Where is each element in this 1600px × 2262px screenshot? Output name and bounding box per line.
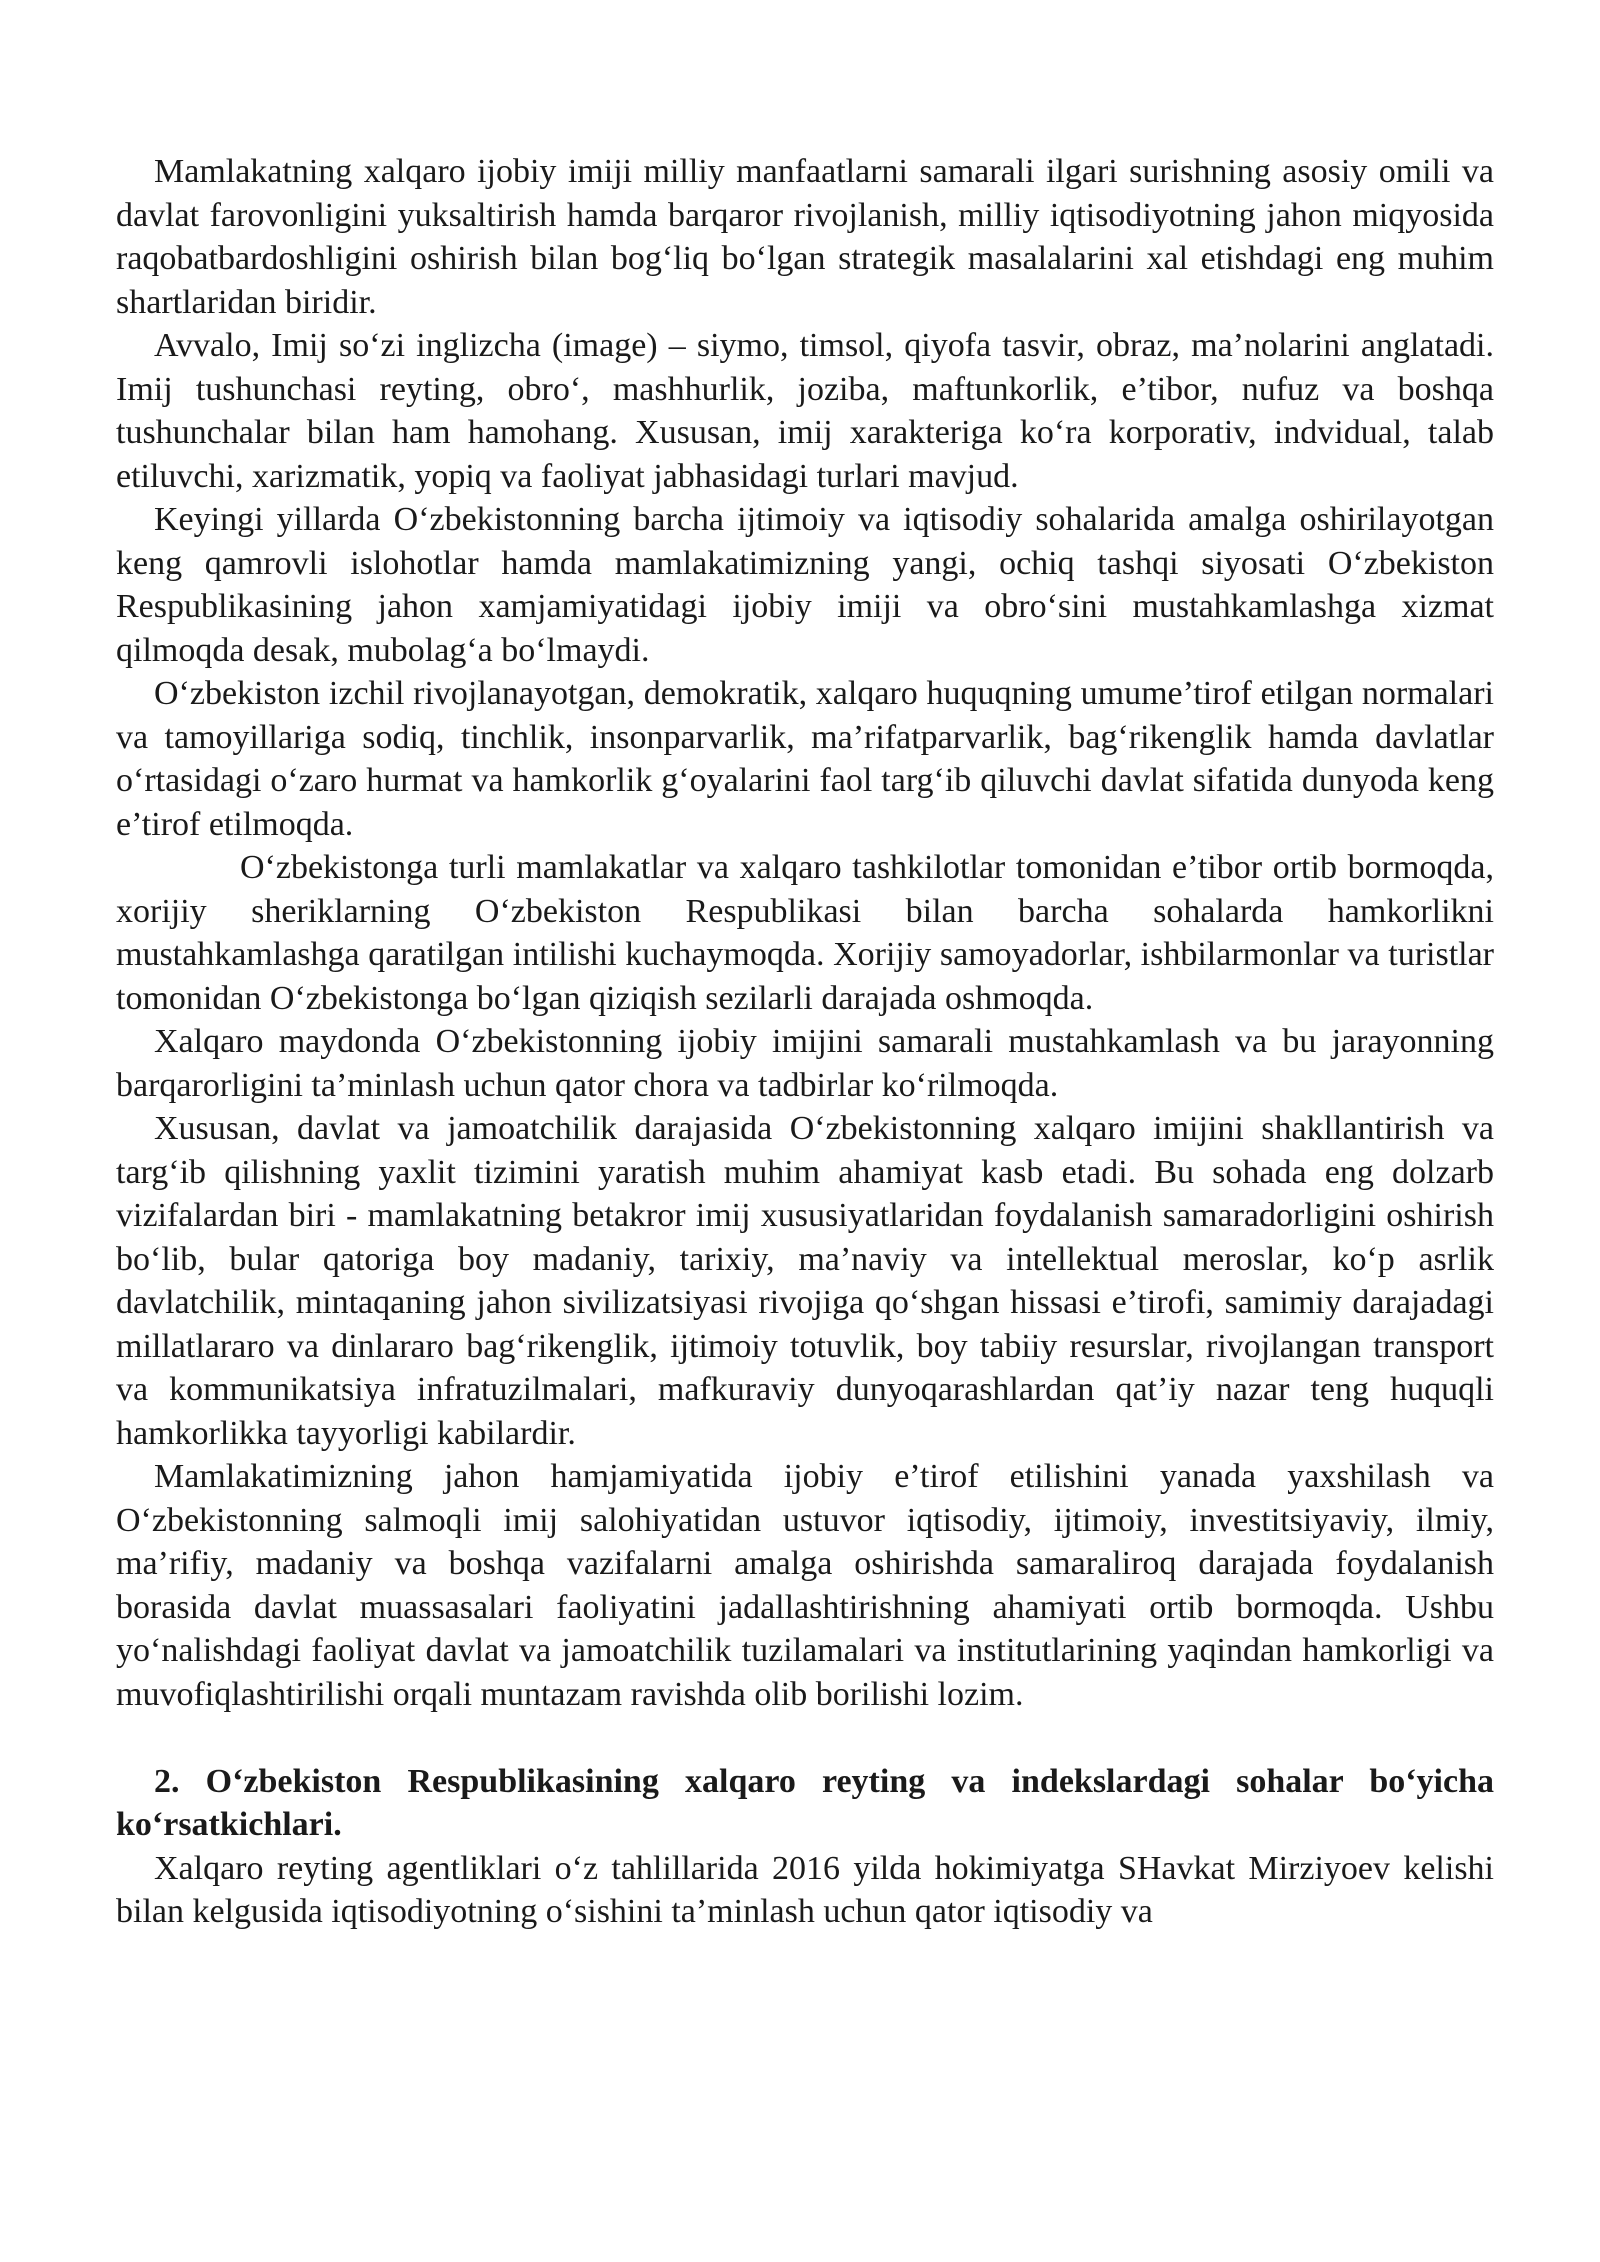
closing-paragraph: Xalqaro reyting agentliklari o‘z tahlillarida 2016 yilda hokimiyatga SHavkat Mirziyoev kelishi bilan kelgusida iqtisodiyotning o‘sishini ta’minlash uchun qator iqtisodiy va (116, 1849, 1494, 1930)
paragraph: O‘zbekiston izchil rivojlanayotgan, demokratik, xalqaro huquqning umume’tirof etilgan normalari va tamoyillariga sodiq, tinchlik, insonparvarlik, ma’rifatparvarlik, bag‘rikenglik hamda davlatlar o‘rtasidagi o‘zaro hurmat va hamkorlik g‘oyalarini faol targ‘ib qiluvchi davlat sifatida dunyoda keng e’tirof etilmoqda. (116, 675, 1494, 843)
paragraph: Avvalo, Imij so‘zi inglizcha (image) – siymo, timsol, qiyofa tasvir, obraz, ma’nolarini anglatadi. Imij tushunchasi reyting, obro‘, mashhurlik, joziba, maftunkorlik, e’tibor, nufuz va boshqa tushunchalar bilan ham hamohang. Xususan, imij xarakteriga ko‘ra korporativ, indvidual, talab etiluvchi, xarizmatik, yopiq va faoliyat jabhasidagi turlari mavjud. (116, 327, 1494, 495)
document-page (116, 150, 1494, 1934)
paragraph: O‘zbekistonga turli mamlakatlar va xalqaro tashkilotlar tomonidan e’tibor ortib bormoqda, xorijiy sheriklarning O‘zbekiston Respublikasi bilan barcha sohalarda hamkorlikni mustahkamlashga qaratilgan intilishi kuchaymoqda. Xorijiy samoyadorlar, ishbilarmonlar va turistlar tomonidan O‘zbekistonga bo‘lgan qiziqish sezilarli darajada oshmoqda. (116, 849, 1494, 1017)
paragraph: Xalqaro maydonda O‘zbekistonning ijobiy imijini samarali mustahkamlash va bu jarayonning barqarorligini ta’minlash uchun qator chora va tadbirlar ko‘rilmoqda. (116, 1023, 1494, 1104)
paragraph: Keyingi yillarda O‘zbekistonning barcha ijtimoiy va iqtisodiy sohalarida amalga oshirilayotgan keng qamrovli islohotlar hamda mamlakatimizning yangi, ochiq tashqi siyosati O‘zbekiston Respublikasining jahon xamjamiyatidagi ijobiy imiji va obro‘sini mustahkamlashga xizmat qilmoqda desak, mubolag‘a bo‘lmaydi. (116, 501, 1494, 669)
paragraph: Xususan, davlat va jamoatchilik darajasida O‘zbekistonning xalqaro imijini shakllantirish va targ‘ib qilishning yaxlit tizimini yaratish muhim ahamiyat kasb etadi. Bu sohada eng dolzarb vizifalardan biri - mamlakatning betakror imij xususiyatlaridan foydalanish samaradorligini oshirish bo‘lib, bular qatoriga boy madaniy, tarixiy, ma’naviy va intellektual meroslar, ko‘p asrlik davlatchilik, mintaqaning jahon sivilizatsiyasi rivojiga qo‘shgan hissasi e’tirofi, samimiy darajadagi millatlararo va dinlararo bag‘rikenglik, ijtimoiy totuvlik, boy tabiiy resurslar, rivojlangan transport va kommunikatsiya infratuzilmalari, mafkuraviy dunyoqarashlardan qat’iy nazar teng huquqli hamkorlikka tayyorligi kabilardir. (116, 1110, 1494, 1452)
paragraph: Mamlakatimizning jahon hamjamiyatida ijobiy e’tirof etilishini yanada yaxshilash va O‘zbekistonning salmoqli imij salohiyatidan ustuvor iqtisodiy, ijtimoiy, investitsiyaviy, ilmiy, ma’rifiy, madaniy va boshqa vazifalarni amalga oshirishda samaraliroq darajada foydalanish borasida davlat muassasalari faoliyatini jadallashtirishning ahamiyati ortib bormoqda. Ushbu yo‘nalishdagi faoliyat davlat va jamoatchilik tuzilamalari va institutlarining yaqindan hamkorligi va muvofiqlashtirilishi orqali muntazam ravishda olib borilishi lozim. (116, 1458, 1494, 1713)
paragraph: Mamlakatning xalqaro ijobiy imiji milliy manfaatlarni samarali ilgari surishning asosiy omili va davlat farovonligini yuksaltirish hamda barqaror rivojlanish, milliy iqtisodiyotning jahon miqyosida raqobatbardoshligini oshirish bilan bog‘liq bo‘lgan strategik masalalarini xal etishdagi eng muhim shartlaridan biridir. (116, 153, 1494, 321)
section-heading: 2. O‘zbekiston Respublikasining xalqaro reyting va indekslardagi sohalar bo‘yicha ko‘rsatkichlari. (116, 1762, 1494, 1843)
